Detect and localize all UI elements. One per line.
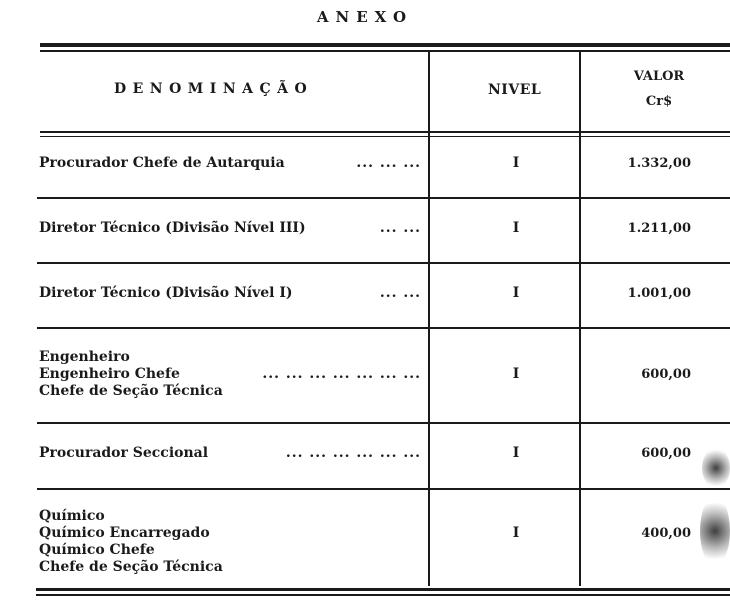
row-4-name-line-2: Engenheiro Chefe (39, 366, 180, 382)
header-valor (600, 64, 718, 114)
row-1-valor: 1.332,00 (627, 156, 691, 171)
row-separator (37, 197, 730, 199)
header-valor-currency: Cr$ (645, 94, 673, 109)
row-2-valor: 1.211,00 (627, 221, 691, 236)
row-5-valor: 600,00 (641, 446, 691, 461)
row-6-name-line-3: Químico Chefe (39, 542, 155, 558)
row-5-leader-dots: ... ... ... ... ... ... (285, 445, 421, 461)
row-2-leader-dots: ... ... (379, 220, 421, 236)
row-6-nivel: I (512, 525, 520, 541)
row-3-leader-dots: ... ... (379, 285, 421, 301)
header-nivel: NIVEL (488, 82, 542, 98)
row-4-leader-dots: ... ... ... ... ... ... ... (262, 366, 421, 382)
row-4-nivel: I (512, 366, 520, 382)
ink-smudge (702, 448, 730, 488)
row-5-nivel: I (512, 445, 520, 461)
row-3-name: Diretor Técnico (Divisão Nível I) (39, 285, 293, 301)
row-3-valor: 1.001,00 (627, 286, 691, 301)
row-1-nivel: I (512, 155, 520, 171)
row-2-nivel: I (512, 220, 520, 236)
header-denominacao: DENOMINAÇÃO (114, 81, 314, 97)
header-valor-label: VALOR (633, 69, 685, 84)
row-4-name-line-3: Chefe de Seção Técnica (39, 383, 223, 399)
row-separator (37, 327, 730, 329)
row-6-name-line-2: Químico Encarregado (39, 525, 210, 541)
row-3-nivel: I (512, 285, 520, 301)
row-1-leader-dots: ... ... ... (356, 155, 421, 171)
header-rule (40, 131, 730, 137)
bottom-double-rule (36, 588, 730, 596)
row-2-name: Diretor Técnico (Divisão Nível III) (39, 220, 306, 236)
row-6-valor: 400,00 (641, 526, 691, 541)
row-4-name-line-1: Engenheiro (39, 349, 130, 365)
row-6-name-line-1: Químico (39, 508, 105, 524)
row-separator (37, 262, 730, 264)
row-1-name: Procurador Chefe de Autarquia (39, 155, 285, 171)
row-separator (37, 488, 730, 490)
ink-smudge (700, 496, 730, 566)
document-title: ANEXO (316, 8, 414, 26)
row-separator (37, 422, 730, 424)
row-6-name-line-4: Chefe de Seção Técnica (39, 559, 223, 575)
row-5-name: Procurador Seccional (39, 445, 209, 461)
top-double-rule (40, 43, 730, 52)
row-4-valor: 600,00 (641, 367, 691, 382)
